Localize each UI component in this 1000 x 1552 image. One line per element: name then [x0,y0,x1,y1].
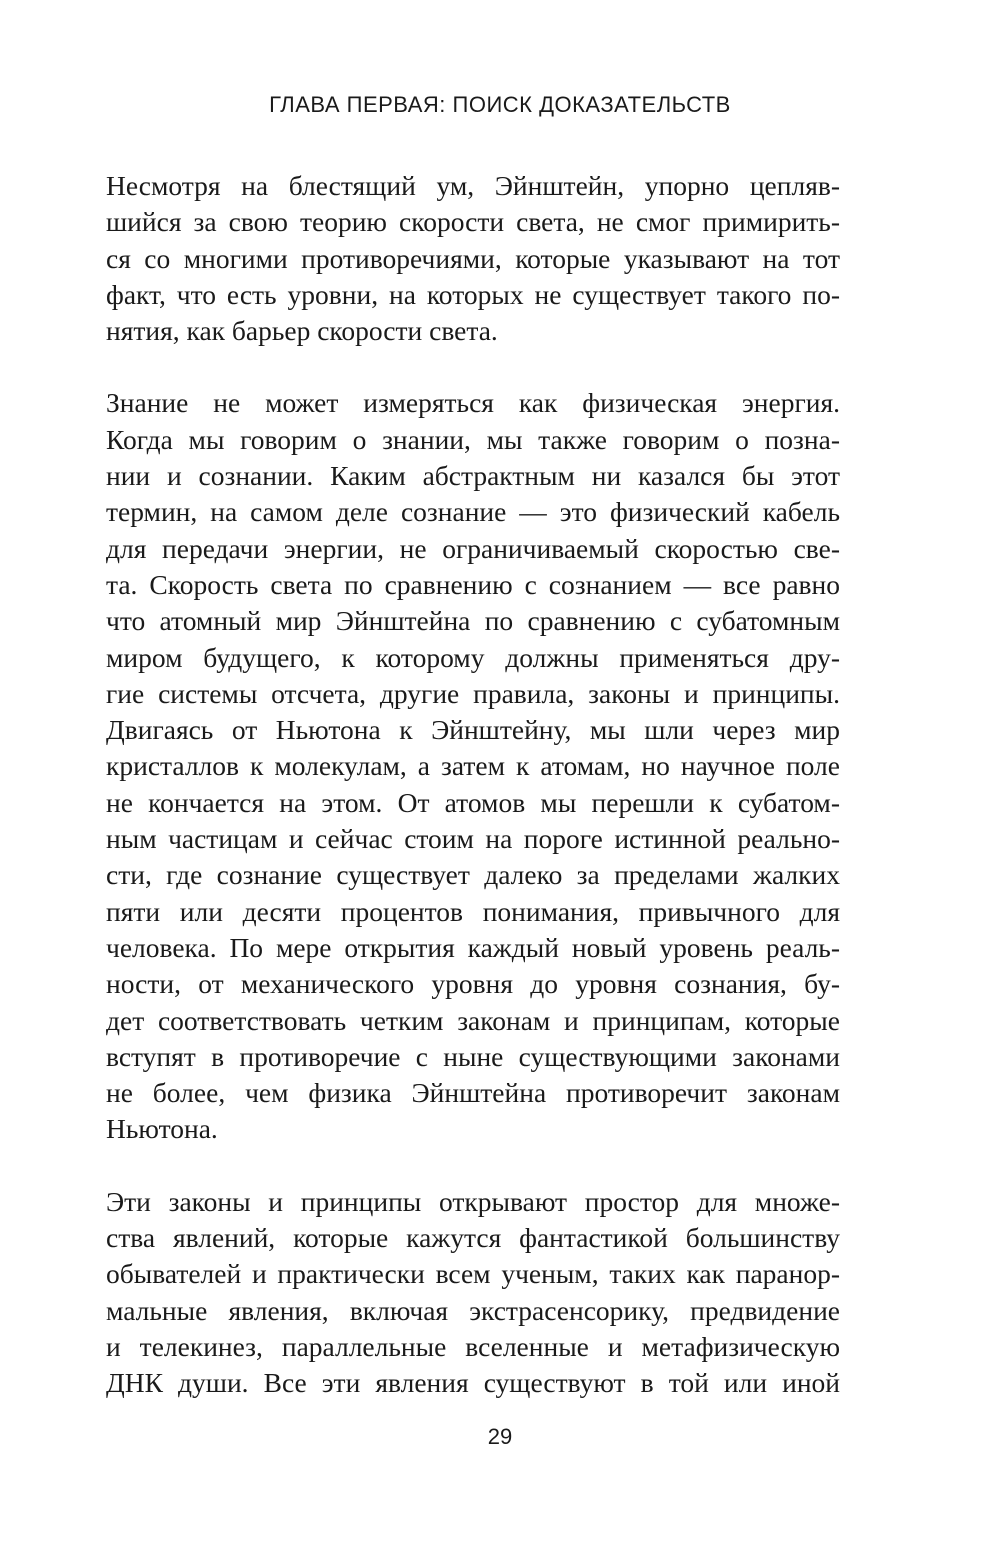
running-head: ГЛАВА ПЕРВАЯ: ПОИСК ДОКАЗАТЕЛЬСТВ [269,92,731,117]
text-line: что атомный мир Эйнштейна по сравнению с субатомным [106,605,840,637]
text-line: обывателей и практически всем ученым, таких как паранор- [106,1258,840,1290]
text-line: сти, где сознание существует далеко за пределами жалких [106,859,840,891]
text-line: Когда мы говорим о знании, мы также говорим о позна- [106,423,840,455]
text-line: ДНК души. Все эти явления существуют в той или иной [106,1367,840,1399]
paragraph-1 [106,168,840,349]
text-line: человека. По мере открытия каждый новый уровень реаль- [106,931,840,963]
text-line: факт, что есть уровни, на которых не существует такого по- [106,278,840,310]
text-line: миром будущего, к которому должны применяться дру- [106,641,840,673]
text-line: Несмотря на блестящий ум, Эйнштейн, упорно цепляв- [106,170,840,201]
text-line: для передачи энергии, не ограничиваемый скоростью све- [106,532,840,564]
text-line: не кончается на этом. От атомов мы перешли к субатом- [106,786,840,818]
text-line: и телекинез, параллельные вселенные и метафизическую [106,1330,840,1362]
text-line: пяти или десяти процентов понимания, привычного для [106,895,840,927]
text-line: термин, на самом деле сознание — это физический кабель [106,496,840,528]
page-number: 29 [487,1424,513,1449]
text-line: вступят в противоречие с ныне существующими законами [106,1040,840,1072]
text-line: нии и сознании. Каким абстрактным ни казался бы этот [106,460,840,492]
text-line: ся со многими противоречиями, которые указывают на тот [106,242,840,274]
paragraph-gap [106,1148,840,1184]
text-line: не более, чем физика Эйнштейна противоречит законам [106,1077,840,1109]
text-line: шийся за свою теорию скорости света, не смог примирить- [106,206,840,238]
text-line: ности, от механического уровня до уровня сознания, бу- [106,968,840,1000]
text-line: ным частицам и сейчас стоим на пороге истинной реально- [106,823,840,855]
paragraph-3 [106,1184,840,1402]
text-line: Двигаясь от Ньютона к Эйнштейну, мы шли через мир [106,714,840,746]
text-line: нятия, как барьер скорости света. [106,315,498,347]
text-line: ства явлений, которые кажутся фантастикой большинству [106,1222,840,1254]
text-line: мальные явления, включая экстрасенсорику, предвидение [106,1294,840,1326]
text-line: гие системы отсчета, другие правила, законы и принципы. [106,677,840,709]
paragraph-2 [106,385,840,1147]
paragraph-gap [106,349,840,385]
text-line: та. Скорость света по сравнению с сознанием — все равно [106,568,840,600]
text-line: кристаллов к молекулам, а затем к атомам, но научное поле [106,750,840,782]
body-text [106,168,840,1402]
text-line: дет соответствовать четким законам и принципам, которые [106,1004,840,1036]
text-line: Знание не может измеряться как физическая энергия. [106,387,840,419]
text-line: Эти законы и принципы открывают простор для множе- [106,1185,840,1217]
text-line: Ньютона. [106,1113,218,1145]
